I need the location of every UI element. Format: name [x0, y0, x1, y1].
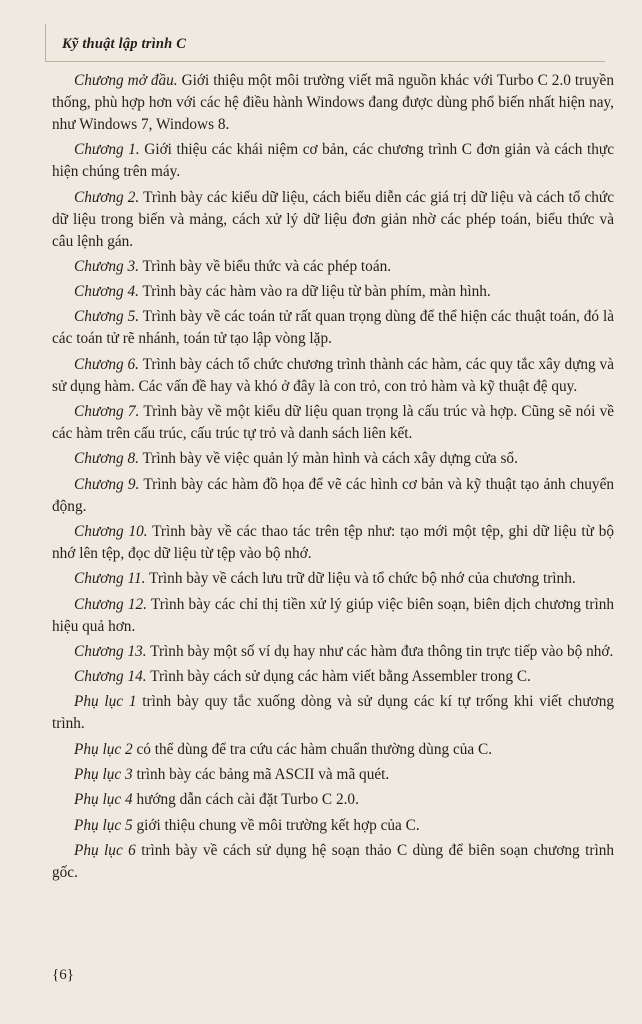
paragraph-text: Trình bày các hàm đồ họa để vẽ các hình cơ bản và kỹ thuật tạo ảnh chuyển động. [52, 475, 615, 515]
paragraph-label: Chương 9. [74, 475, 140, 493]
paragraph-chapter-9 [52, 474, 614, 518]
book-title: Kỹ thuật lập trình C [62, 36, 187, 52]
paragraph-label: Chương 5. [74, 308, 140, 326]
paragraph-text: trình bày các bảng mã ASCII và mã quét. [132, 766, 390, 784]
paragraph-text: Trình bày một số ví dụ hay như các hàm đưa thông tin trực tiếp vào bộ nhớ. [146, 642, 614, 660]
paragraph-chapter-4 [52, 281, 614, 303]
paragraph-chapter-3 [52, 256, 614, 278]
running-header [45, 24, 605, 62]
paragraph-text: Trình bày các hàm vào ra dữ liệu từ bàn phím, màn hình. [138, 283, 491, 301]
paragraph-text: Trình bày các chỉ thị tiền xử lý giúp việc biên soạn, biên dịch chương trình hiệu quả hơn. [52, 595, 614, 635]
paragraph-text: giới thiệu chung về môi trường kết hợp của C. [132, 816, 420, 834]
paragraph-text: trình bày quy tắc xuống dòng và sử dụng các kí tự trống khi viết chương trình. [52, 693, 614, 733]
paragraph-chapter-12 [52, 594, 614, 638]
paragraph-label: Chương 11. [74, 570, 146, 588]
paragraph-label: Phụ lục 2 [74, 740, 133, 758]
paragraph-label: Phụ lục 3 [74, 766, 133, 784]
paragraph-chapter-11 [52, 568, 614, 590]
paragraph-appendix-1 [52, 691, 614, 735]
paragraph-appendix-4 [52, 789, 614, 811]
paragraph-chapter-10 [52, 521, 614, 565]
page-number: {6} [52, 967, 74, 983]
paragraph-label: Chương 1. [74, 141, 140, 159]
paragraph-label: Phụ lục 6 [74, 841, 136, 859]
paragraph-text: Trình bày về các thao tác trên tệp như: tạo mới một tệp, ghi dữ liệu từ bộ nhớ lên tệp, đọc dữ liệu từ tệp vào bộ nhớ. [52, 522, 614, 562]
paragraph-label: Chương 3. [74, 257, 139, 275]
paragraph-text: hướng dẫn cách cài đặt Turbo C 2.0. [132, 791, 359, 809]
paragraph-label: Phụ lục 5 [74, 816, 133, 834]
paragraph-chapter-6 [52, 354, 614, 398]
paragraph-text: Trình bày về việc quản lý màn hình và cách xây dựng cửa sổ. [138, 450, 518, 468]
paragraph-label: Chương 4. [74, 283, 139, 301]
paragraph-intro [52, 70, 614, 136]
paragraph-label: Phụ lục 1 [74, 693, 137, 711]
paragraph-text: Trình bày về các toán tử rất quan trọng dùng để thể hiện các thuật toán, đó là các toán tử rẽ nhánh, toán tử tạo lập vòng lặp. [52, 308, 614, 348]
paragraph-label: Chương mở đầu. [74, 72, 178, 89]
paragraph-appendix-5 [52, 815, 614, 837]
paragraph-text: Trình bày về biểu thức và các phép toán. [138, 257, 392, 275]
paragraph-chapter-5 [52, 306, 614, 350]
paragraph-chapter-1 [52, 139, 614, 183]
chapter-summary [52, 70, 614, 887]
paragraph-label: Chương 7. [74, 403, 140, 421]
paragraph-label: Chương 12. [74, 595, 147, 613]
paragraph-chapter-14 [52, 666, 614, 688]
paragraph-chapter-7 [52, 401, 614, 445]
paragraph-text: Trình bày cách sử dụng các hàm viết bằng Assembler trong C. [146, 668, 531, 686]
paragraph-text: Giới thiệu các khái niệm cơ bản, các chương trình C đơn giản và cách thực hiện chúng trên máy. [52, 141, 615, 181]
paragraph-label: Chương 2. [74, 188, 140, 206]
paragraph-label: Chương 6. [74, 355, 139, 373]
paragraph-text: trình bày về cách sử dụng hệ soạn thảo C dùng để biên soạn chương trình gốc. [52, 841, 614, 881]
paragraph-label: Chương 10. [74, 522, 148, 540]
paragraph-appendix-2 [52, 739, 614, 761]
paragraph-text: Trình bày các kiểu dữ liệu, cách biểu diễn các giá trị dữ liệu và cách tổ chức dữ liệu trong biến và mảng, cách xử lý dữ liệu đơn giản nhờ các phép toán, biểu thức và câu lệnh gán. [52, 188, 615, 250]
paragraph-appendix-6 [52, 840, 614, 884]
paragraph-text: Giới thiệu một môi trường viết mã nguồn khác với Turbo C 2.0 truyền thống, phù hợp hơn với các hệ điều hành Windows đang được dùng phổ biến nhất hiện nay, như Windows 7, Windows 8. [52, 72, 614, 133]
paragraph-chapter-8 [52, 448, 614, 470]
paragraph-text: Trình bày cách tổ chức chương trình thành các hàm, các quy tắc xây dựng và sử dụng hàm. Các vấn đề hay và khó ở đây là con trỏ, con trỏ hàm và kỹ thuật đệ quy. [52, 355, 614, 395]
paragraph-label: Chương 14. [74, 668, 147, 686]
paragraph-label: Phụ lục 4 [74, 791, 133, 809]
paragraph-text: có thể dùng để tra cứu các hàm chuẩn thường dùng của C. [132, 740, 493, 758]
paragraph-appendix-3 [52, 764, 614, 786]
paragraph-chapter-13 [52, 641, 614, 663]
paragraph-label: Chương 13. [74, 642, 147, 660]
paragraph-text: Trình bày về cách lưu trữ dữ liệu và tổ chức bộ nhớ của chương trình. [145, 570, 576, 588]
paragraph-text: Trình bày về một kiểu dữ liệu quan trọng là cấu trúc và hợp. Cũng sẽ nói về các hàm trên cấu trúc, cấu trúc tự trỏ và danh sách liên kết. [52, 403, 615, 443]
paragraph-label: Chương 8. [74, 450, 139, 468]
paragraph-chapter-2 [52, 187, 614, 253]
